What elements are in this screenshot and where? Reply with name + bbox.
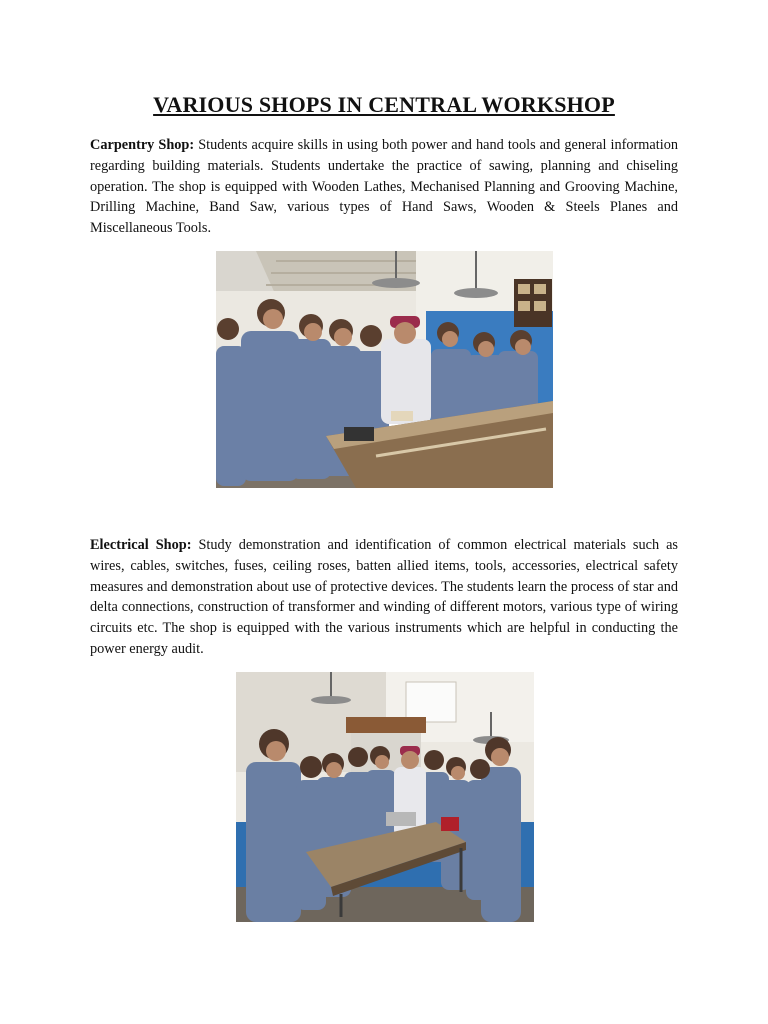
carpentry-shop-text: Students acquire skills in using both power and hand tools and general information regarding building materials. Students undertake the practice of sawing, planning and chiseling operation. The shop is equipped with Wooden Lathes, Mechanised Planning and Grooving Machine, Drilling Machine, Band Saw, various types of Hand Saws, Wooden & Steels Planes and Miscellaneous Tools.: [90, 137, 678, 237]
electrical-shop-text: Study demonstration and identification of common electrical materials such as wires, cables, switches, fuses, ceiling roses, batten allied items, tools, accessories, electrical safety measures and demonstration about use of protective devices. The students learn the process of star and delta connections, construction of transformer and winding of different motors, various type of wiring circuits etc. The shop is equipped with the various instruments which are helpful in conducting the power energy audit.: [90, 537, 678, 657]
page-title: VARIOUS SHOPS IN CENTRAL WORKSHOP: [153, 92, 615, 117]
electrical-shop-paragraph: [90, 535, 678, 660]
carpentry-shop-paragraph: [90, 135, 678, 239]
carpentry-shop-heading: Carpentry Shop:: [90, 137, 195, 153]
electrical-shop-photo: [236, 672, 534, 922]
carpentry-shop-photo: [216, 251, 553, 488]
electrical-shop-heading: Electrical Shop:: [90, 537, 192, 553]
